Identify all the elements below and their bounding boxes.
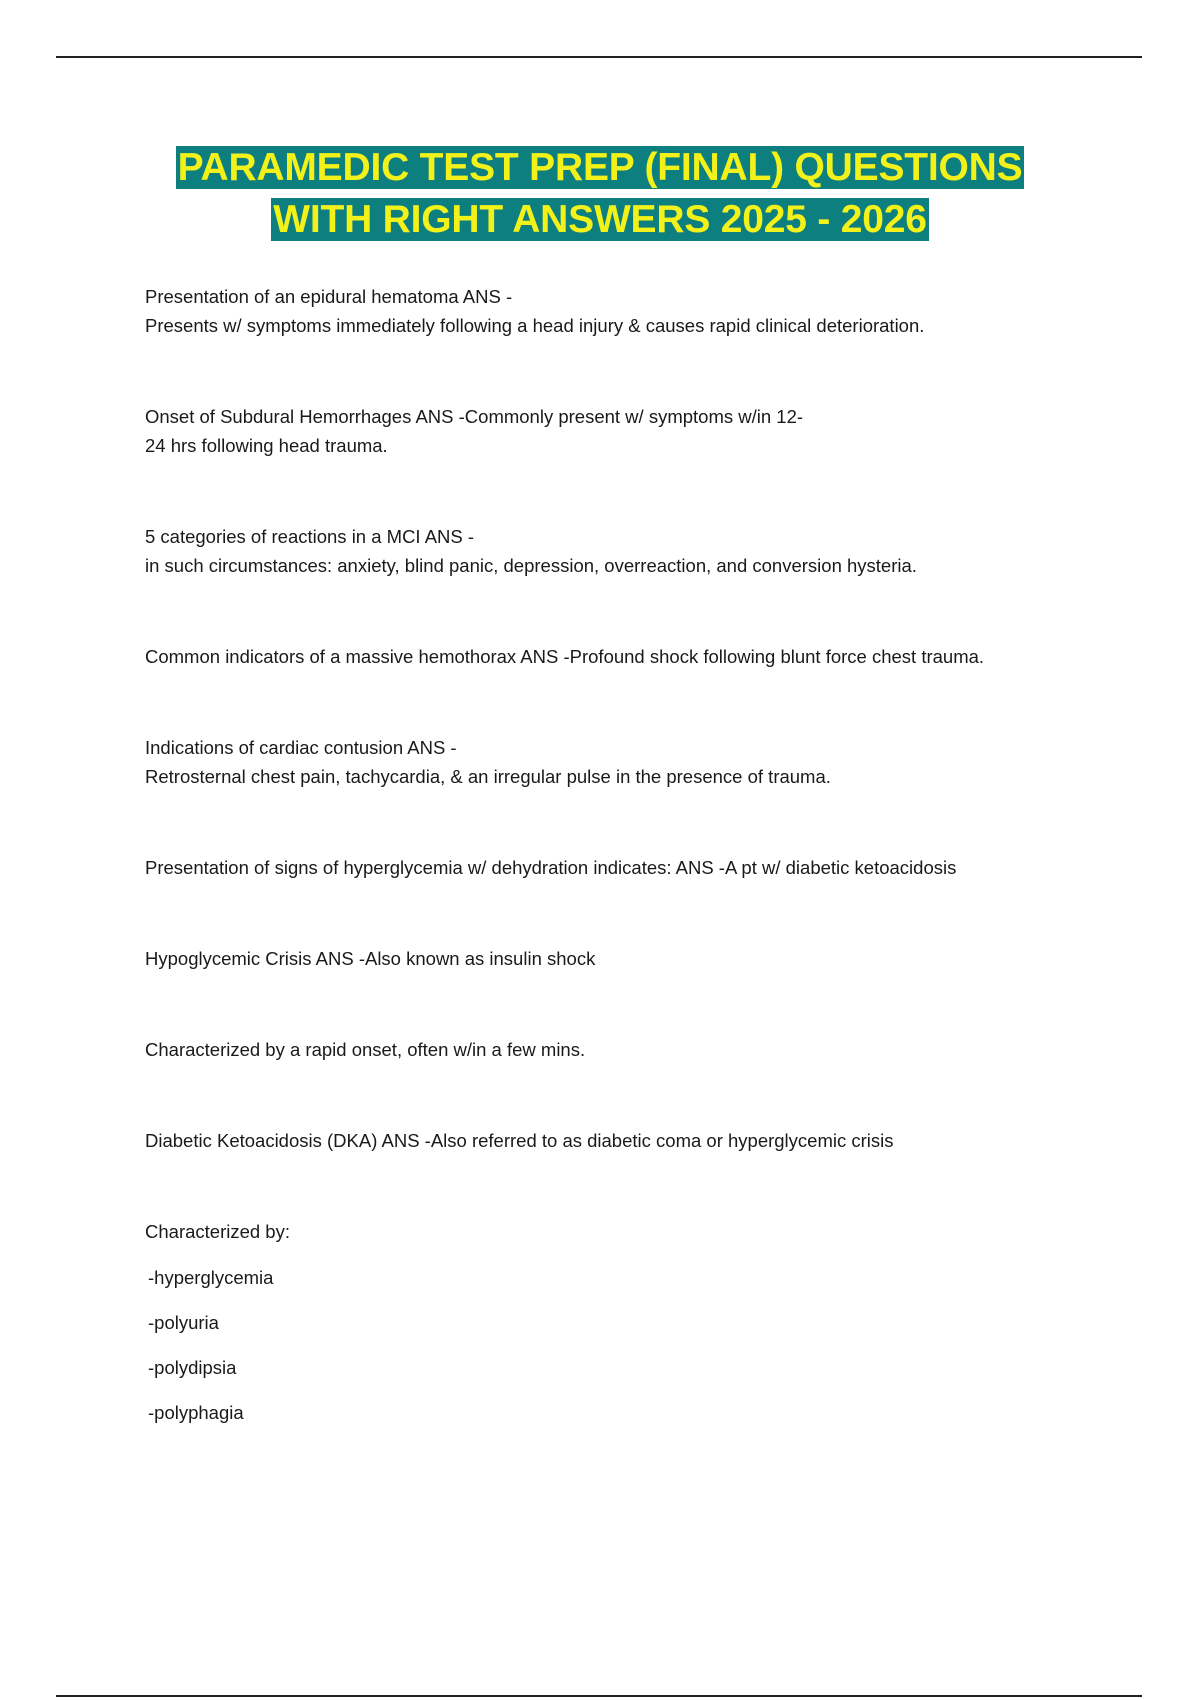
qa-question: Onset of Subdural Hemorrhages ANS -Commonly present w/ symptoms w/in 12- (145, 406, 804, 427)
qa-answer: Retrosternal chest pain, tachycardia, & an irregular pulse in the presence of trauma. (145, 766, 831, 787)
document-body (145, 282, 1085, 1443)
qa-question: 5 categories of reactions in a MCI ANS - (145, 526, 475, 547)
symptom-list (145, 1263, 1085, 1427)
qa-item-hypoglycemic-crisis (145, 944, 1085, 973)
title-line-2 (0, 198, 1200, 250)
list-item: -hyperglycemia (148, 1267, 274, 1288)
qa-question: Hypoglycemic Crisis ANS -Also known as insulin shock (145, 948, 596, 969)
top-rule (56, 56, 1142, 58)
qa-item-hyperglycemia-dehydration (145, 853, 1085, 882)
qa-question: Diabetic Ketoacidosis (DKA) ANS -Also referred to as diabetic coma or hyperglycemic crisis (145, 1130, 894, 1151)
list-item: -polyphagia (148, 1402, 244, 1423)
document-title (0, 146, 1200, 250)
qa-item-cardiac-contusion (145, 733, 1085, 791)
qa-item-subdural-hemorrhages (145, 402, 1085, 460)
list-item: -polydipsia (148, 1357, 237, 1378)
title-line-1 (0, 146, 1200, 198)
title-text-1: PARAMEDIC TEST PREP (FINAL) QUESTIONS (177, 146, 1023, 189)
qa-item-characterized-by (145, 1217, 1085, 1246)
qa-answer: 24 hrs following head trauma. (145, 435, 388, 456)
qa-question: Characterized by: (145, 1221, 290, 1242)
qa-answer: in such circumstances: anxiety, blind panic, depression, overreaction, and conversion hysteria. (145, 555, 917, 576)
title-text-2: WITH RIGHT ANSWERS 2025 - 2026 (273, 198, 927, 241)
qa-question: Common indicators of a massive hemothorax ANS -Profound shock following blunt force chest trauma. (145, 646, 985, 667)
qa-item-massive-hemothorax (145, 642, 1085, 671)
qa-question: Presentation of an epidural hematoma ANS - (145, 286, 513, 307)
qa-question: Presentation of signs of hyperglycemia w/ dehydration indicates: ANS -A pt w/ diabetic ketoacidosis (145, 857, 957, 878)
qa-question: Indications of cardiac contusion ANS - (145, 737, 457, 758)
qa-item-dka (145, 1126, 1085, 1155)
qa-item-mci-reactions (145, 522, 1085, 580)
list-item: -polyuria (148, 1312, 219, 1333)
qa-item-epidural-hematoma (145, 282, 1085, 340)
qa-item-rapid-onset (145, 1035, 1085, 1064)
qa-question: Characterized by a rapid onset, often w/in a few mins. (145, 1039, 586, 1060)
bottom-rule (56, 1695, 1142, 1697)
qa-answer: Presents w/ symptoms immediately following a head injury & causes rapid clinical deterioration. (145, 315, 925, 336)
